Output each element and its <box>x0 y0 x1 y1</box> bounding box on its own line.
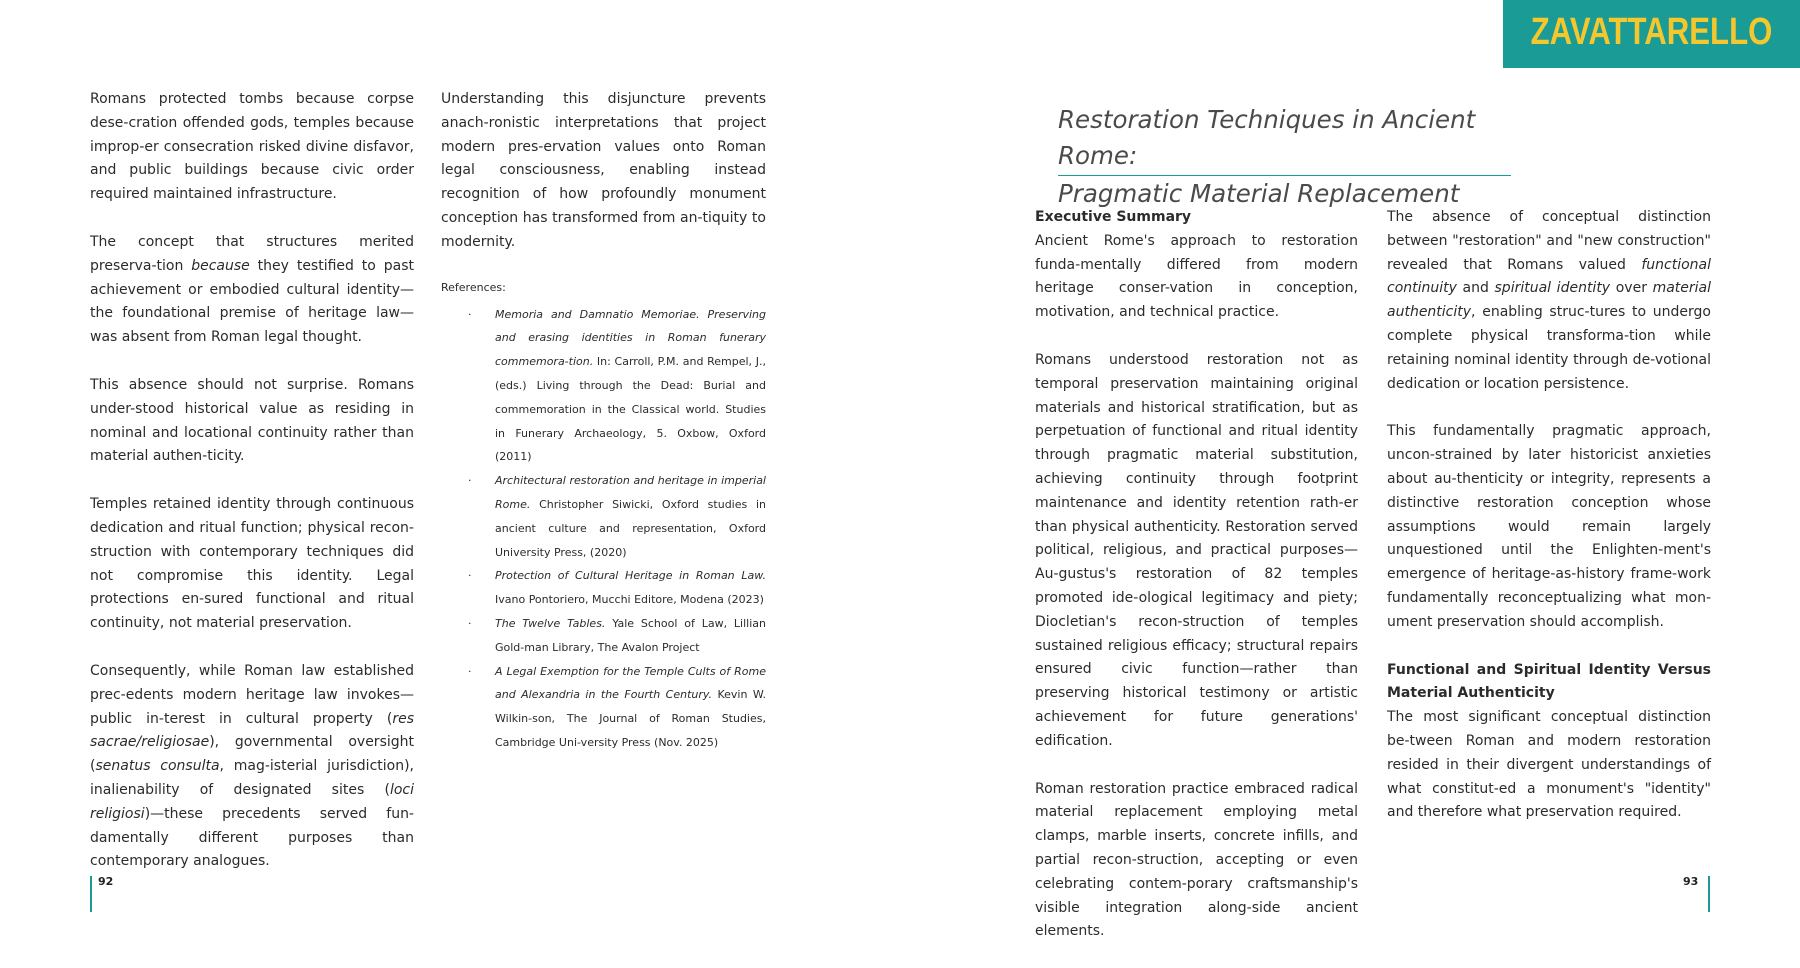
paragraph <box>1035 206 1358 325</box>
page-number-right: 93 <box>1683 875 1699 888</box>
paragraph <box>90 660 414 874</box>
italic-text: loci religiosi <box>90 781 414 822</box>
title-line-1: Restoration Techniques in Ancient Rome: <box>1058 102 1511 176</box>
italic-text: material authenticity <box>1387 280 1711 321</box>
reference-title: The Twelve Tables. <box>495 616 606 630</box>
text-run: over <box>1610 280 1653 297</box>
section-heading: Executive Summary <box>1035 209 1192 225</box>
paragraph <box>1387 659 1711 826</box>
paragraph <box>90 231 414 350</box>
bullet-icon: · <box>468 474 472 488</box>
page-number-rule-right <box>1708 876 1710 912</box>
left-page-column-2 <box>441 88 766 755</box>
text-run: ), governmental oversight ( <box>90 734 414 775</box>
italic-text: res sacrae/religiosae <box>90 710 414 751</box>
references-list <box>441 303 766 755</box>
text-run: The absence of conceptual distinction between "restoration" and "new construction" revealed that Romans valued <box>1387 209 1711 273</box>
page-number-rule-left <box>90 876 92 912</box>
reference-item <box>468 564 766 612</box>
italic-text: senatus consulta <box>95 758 220 775</box>
reference-title: A Legal Exemption for the Temple Cults of Rome and Alexandria in the Fourth Century. <box>495 664 766 702</box>
paragraph: Romans understood restoration not as temporal preservation maintaining original materials and historical stratification, but as perpetuation of functional and ritual identity through pragmatic material substitution, achieving continuity through footprint maintenance and identity retention rath-er than physical authenticity. Restoration served political, religious, and practical purposes—Au-gustus's restoration of 82 temples promoted ide-ological legitimacy and piety; Diocletian's recon-struction of temples sustained religious efficacy; structural repairs ensured civic function—rather than preserving historical testimony or artistic achievement for future generations' edification. <box>1035 351 1358 749</box>
right-page-column-2 <box>1387 206 1711 849</box>
right-page-column-1 <box>1035 206 1358 968</box>
brand-banner <box>1503 0 1800 68</box>
paragraph: Roman restoration practice embraced radical material replacement employing metal clamps, marble inserts, concrete infills, and partial recon-struction, accepting or even celebrating contem-porary craftsmanship's visible integration along-side ancient elements. <box>1035 780 1358 940</box>
brand-logo-text: ZAVATTARELLO <box>1530 11 1773 53</box>
page-number-left: 92 <box>98 875 114 888</box>
title-line-2: Pragmatic Material Replacement <box>1058 179 1460 208</box>
paragraph: Temples retained identity through continuous dedication and ritual function; physical recon-struction with contemporary techniques did not compromise this identity. Legal protections en-sured functional and ritual continuity, not material preservation. <box>90 496 414 632</box>
article-title <box>1058 102 1511 212</box>
text-run: and <box>1456 280 1495 297</box>
left-page-column-1 <box>90 88 414 898</box>
paragraph <box>1387 206 1711 396</box>
paragraph: This fundamentally pragmatic approach, uncon-strained by later historicist anxieties about au-thenticity or integrity, represents a distinctive restoration conception whose assumptions would remain largely unquestioned until the Enlighten-ment's emergence of heritage-as-history frame-work fundamentally reconceptualizing what mon-ument preservation should accomplish. <box>1387 423 1711 630</box>
text-run: The concept that structures merited preserva-tion <box>90 233 414 274</box>
section-heading: Functional and Spiritual Identity Versus Material Authenticity <box>1387 661 1711 702</box>
italic-text: spiritual identity <box>1494 280 1611 297</box>
text-run: , mag-isterial jurisdiction), inalienability of designated sites ( <box>90 758 414 798</box>
reference-details: Christopher Siwicki, Oxford studies in ancient culture and representation, Oxford University Press, (2020) <box>495 497 766 559</box>
reference-item <box>468 612 766 660</box>
text-run: )—these precedents served fun-damentally different purposes than contemporary analogues. <box>90 805 414 870</box>
italic-text: functional continuity <box>1387 256 1711 297</box>
reference-details: Ivano Pontoriero, Mucchi Editore, Modena (2023) <box>495 593 764 607</box>
reference-details: In: Carroll, P.M. and Rempel, J., (eds.) Living through the Dead: Burial and commemoration in the Classical world. Studies in Funerary Archaeology, 5. Oxbow, Oxford (2011) <box>495 355 766 464</box>
reference-details: Yale School of Law, Lillian Gold-man Library, The Avalon Project <box>495 616 766 654</box>
reference-title: Protection of Cultural Heritage in Roman Law. <box>495 569 766 583</box>
reference-item <box>468 469 766 564</box>
reference-item <box>468 303 766 470</box>
bullet-icon: · <box>468 569 472 583</box>
bullet-icon: · <box>468 307 472 321</box>
text-run: they testified to past achievement or embodied cultural identity—the foundational premise of heritage law—was absent from Roman legal thought. <box>90 257 414 346</box>
reference-item <box>468 660 766 755</box>
text-run: The most significant conceptual distinction be-tween Roman and modern restoration resided in their divergent understandings of what constitut-ed a monument's "identity" and therefore what preservation required. <box>1387 709 1711 821</box>
bullet-icon: · <box>468 664 472 678</box>
references-title: References: <box>441 280 506 294</box>
text-run: Ancient Rome's approach to restoration funda-mentally differed from modern heritage conser-vation in conception, motivation, and technical practice. <box>1035 232 1358 321</box>
paragraph: Romans protected tombs because corpse dese-cration offended gods, temples because improp-er consecration risked divine disfavor, and public buildings because civic order required maintained infrastructure. <box>90 91 414 203</box>
reference-title: Architectural restoration and heritage in imperial Rome. <box>495 474 766 511</box>
italic-text: because <box>191 257 250 274</box>
paragraph: This absence should not surprise. Romans under-stood historical value as residing in nominal and locational continuity rather than material authen-ticity. <box>90 376 414 465</box>
reference-title: Memoria and Damnatio Memoriae. Preserving and erasing identities in Roman funerary commemora-tion. <box>495 307 766 369</box>
text-run: , enabling struc-tures to undergo complete physical transforma-tion while retaining nominal identity through de-votional dedication or location persistence. <box>1387 304 1711 392</box>
paragraph: Understanding this disjuncture prevents anach-ronistic interpretations that project modern pres-ervation values onto Roman legal consciousness, enabling instead recognition of how profoundly monument conception has transformed from an-tiquity to modernity. <box>441 91 766 250</box>
reference-details: Kevin W. Wilkin-son, The Journal of Roman Studies, Cambridge Uni-versity Press (Nov. 2025) <box>495 688 766 749</box>
bullet-icon: · <box>468 616 472 630</box>
text-run: Consequently, while Roman law established prec-edents modern heritage law invokes—public in-terest in cultural property ( <box>90 662 414 727</box>
